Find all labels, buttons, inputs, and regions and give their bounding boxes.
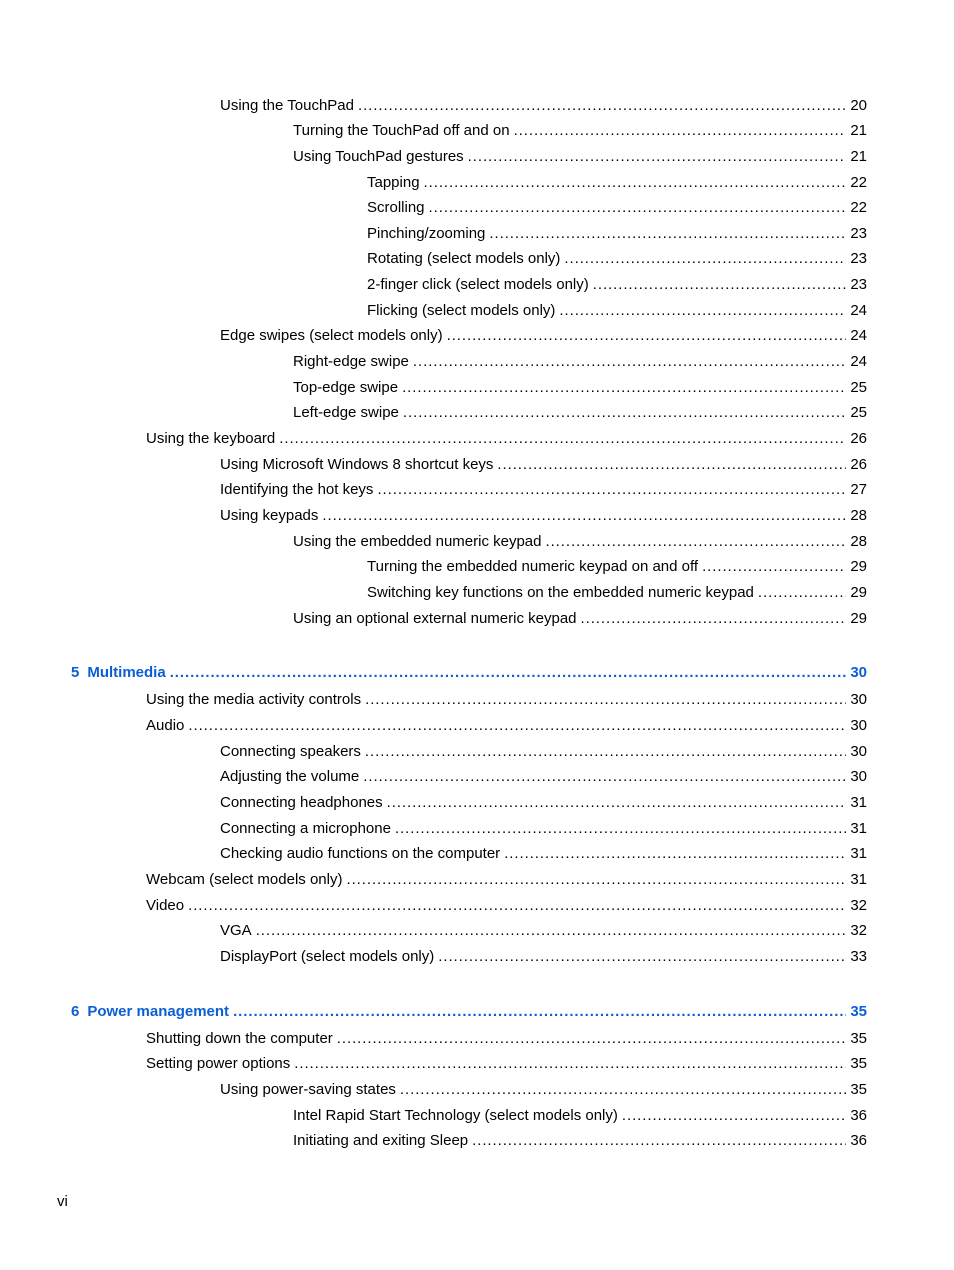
toc-entry-page: 24	[850, 327, 867, 344]
dot-leader	[468, 148, 847, 166]
dot-leader	[346, 871, 846, 889]
toc-entry-title: Flicking (select models only)	[367, 302, 556, 319]
dot-leader	[564, 250, 846, 268]
toc-entry-title: VGA	[220, 922, 252, 939]
toc-entry-title: Tapping	[367, 174, 420, 191]
toc-entry-title: Using the keyboard	[146, 430, 276, 447]
toc-entry-page: 35	[850, 1081, 867, 1098]
toc-entry-connecting-speakers[interactable]	[220, 743, 867, 761]
toc-entry-title: Left-edge swipe	[293, 404, 399, 421]
toc-entry-page: 30	[850, 717, 867, 734]
toc-entry-adjusting-volume[interactable]	[220, 768, 867, 786]
toc-entry-edge-swipes[interactable]	[220, 327, 867, 345]
toc-entry-2-finger-click[interactable]	[367, 276, 867, 294]
dot-leader	[363, 768, 846, 786]
toc-entry-audio[interactable]	[146, 717, 867, 735]
dot-leader	[170, 664, 847, 682]
toc-entry-title: Using TouchPad gestures	[293, 148, 464, 165]
toc-entry-title: Switching key functions on the embedded numeric keypad	[367, 584, 754, 601]
toc-entry-rotating[interactable]	[367, 250, 867, 268]
toc-entry-title: Shutting down the computer	[146, 1030, 333, 1047]
dot-leader	[400, 1081, 846, 1099]
toc-entry-page: 22	[850, 199, 867, 216]
toc-entry-page: 22	[850, 174, 867, 191]
toc-entry-tapping[interactable]	[367, 174, 867, 192]
toc-entry-title: Initiating and exiting Sleep	[293, 1132, 469, 1149]
toc-entry-title: Multimedia	[87, 664, 166, 681]
dot-leader	[497, 456, 846, 474]
toc-entry-right-edge-swipe[interactable]	[293, 353, 867, 371]
toc-entry-top-edge-swipe[interactable]	[293, 379, 867, 397]
toc-entry-page: 26	[850, 456, 867, 473]
chapter-number: 5	[71, 664, 80, 681]
dot-leader	[424, 174, 847, 192]
toc-entry-page: 35	[850, 1030, 867, 1047]
dot-leader	[377, 481, 846, 499]
toc-entry-media-activity-controls[interactable]	[146, 691, 867, 709]
toc-entry-title: Audio	[146, 717, 185, 734]
dot-leader	[279, 430, 846, 448]
toc-entry-page: 33	[850, 948, 867, 965]
toc-entry-page: 24	[850, 353, 867, 370]
toc-entry-checking-audio-functions[interactable]	[220, 845, 867, 863]
dot-leader	[294, 1055, 846, 1073]
toc-entry-title: Webcam (select models only)	[146, 871, 343, 888]
toc-entry-page: 25	[850, 404, 867, 421]
toc-entry-page: 32	[850, 897, 867, 914]
toc-entry-page: 23	[850, 225, 867, 242]
toc-entry-shutting-down[interactable]	[146, 1030, 867, 1048]
dot-leader	[365, 691, 846, 709]
toc-entry-embedded-numeric-keypad[interactable]	[293, 533, 867, 551]
toc-entry-video[interactable]	[146, 897, 867, 915]
toc-entry-left-edge-swipe[interactable]	[293, 404, 867, 422]
toc-entry-title: Connecting headphones	[220, 794, 383, 811]
toc-entry-connecting-headphones[interactable]	[220, 794, 867, 812]
toc-entry-page: 28	[850, 507, 867, 524]
toc-entry-page: 30	[850, 743, 867, 760]
chapter-number: 6	[71, 1003, 80, 1020]
toc-entry-title: Adjusting the volume	[220, 768, 360, 785]
toc-entry-title: Using keypads	[220, 507, 319, 524]
toc-entry-vga[interactable]	[220, 922, 867, 940]
toc-entry-switching-key-functions[interactable]	[367, 584, 867, 602]
toc-entry-title: Power management	[87, 1003, 230, 1020]
toc-entry-external-numeric-keypad[interactable]	[293, 610, 867, 628]
dot-leader	[514, 122, 847, 140]
dot-leader	[593, 276, 847, 294]
toc-entry-webcam[interactable]	[146, 871, 867, 889]
dot-leader	[387, 794, 847, 812]
toc-entry-page: 25	[850, 379, 867, 396]
dot-leader	[188, 897, 846, 915]
toc-entry-page: 24	[850, 302, 867, 319]
toc-entry-page: 23	[850, 276, 867, 293]
dot-leader	[256, 922, 847, 940]
toc-entry-title: Using power-saving states	[220, 1081, 396, 1098]
toc-entry-title: Using the embedded numeric keypad	[293, 533, 542, 550]
toc-entry-title: Turning the embedded numeric keypad on and off	[367, 558, 699, 575]
toc-entry-page: 36	[850, 1132, 867, 1149]
dot-leader	[447, 327, 847, 345]
toc-entry-title: Right-edge swipe	[293, 353, 409, 370]
toc-entry-power-saving-states[interactable]	[220, 1081, 867, 1099]
toc-entry-page: 30	[850, 691, 867, 708]
toc-entry-page: 35	[850, 1055, 867, 1072]
toc-entry-page: 26	[850, 430, 867, 447]
toc-entry-intel-rapid-start[interactable]	[293, 1107, 867, 1125]
toc-entry-connecting-microphone[interactable]	[220, 820, 867, 838]
dot-leader	[403, 404, 846, 422]
toc-entry-title: Checking audio functions on the computer	[220, 845, 501, 862]
toc-entry-title: Using the media activity controls	[146, 691, 362, 708]
toc-entry-setting-power-options[interactable]	[146, 1055, 867, 1073]
dot-leader	[758, 584, 846, 602]
toc-entry-page: 21	[850, 122, 867, 139]
toc-entry-title: Using Microsoft Windows 8 shortcut keys	[220, 456, 494, 473]
toc-entry-page: 31	[850, 794, 867, 811]
toc-entry-identifying-hot-keys[interactable]	[220, 481, 867, 499]
toc-entry-title: DisplayPort (select models only)	[220, 948, 435, 965]
toc-entry-page: 31	[850, 820, 867, 837]
toc-entry-title: Connecting a microphone	[220, 820, 391, 837]
toc-entry-title: Video	[146, 897, 185, 914]
toc-entry-flicking[interactable]	[367, 302, 867, 320]
toc-entry-title: Connecting speakers	[220, 743, 361, 760]
toc-entry-title: Scrolling	[367, 199, 425, 216]
toc-entry-page: 35	[850, 1003, 867, 1020]
toc-entry-using-keypads[interactable]	[220, 507, 867, 525]
toc-entry-page: 28	[850, 533, 867, 550]
toc-entry-windows-8-shortcut-keys[interactable]	[220, 456, 867, 474]
toc-entry-using-the-touchpad[interactable]	[220, 97, 867, 115]
toc-entry-page: 30	[850, 768, 867, 785]
toc-entry-page: 32	[850, 922, 867, 939]
dot-leader	[322, 507, 846, 525]
toc-entry-title: Using the TouchPad	[220, 97, 354, 114]
dot-leader	[365, 743, 846, 761]
toc-entry-page: 29	[850, 558, 867, 575]
toc-entry-using-the-keyboard[interactable]	[146, 430, 867, 448]
toc-entry-page: 31	[850, 845, 867, 862]
dot-leader	[472, 1132, 846, 1150]
dot-leader	[559, 302, 846, 320]
toc-entry-turning-touchpad-off-on[interactable]	[293, 122, 867, 140]
toc-entry-title: Rotating (select models only)	[367, 250, 561, 267]
toc-entry-title: Top-edge swipe	[293, 379, 399, 396]
toc-entry-title: Identifying the hot keys	[220, 481, 374, 498]
toc-entry-page: 21	[850, 148, 867, 165]
toc-entry-page: 30	[850, 664, 867, 681]
dot-leader	[504, 845, 846, 863]
toc-chapter-power-management[interactable]	[71, 1003, 867, 1021]
dot-leader	[413, 353, 846, 371]
dot-leader	[188, 717, 846, 735]
dot-leader	[233, 1003, 846, 1021]
toc-entry-scrolling[interactable]	[367, 199, 867, 217]
toc-entry-page: 31	[850, 871, 867, 888]
toc-entry-page: 20	[850, 97, 867, 114]
dot-leader	[489, 225, 846, 243]
toc-entry-title: Pinching/zooming	[367, 225, 486, 242]
dot-leader	[581, 610, 847, 628]
dot-leader	[702, 558, 846, 576]
toc-entry-initiating-exiting-sleep[interactable]	[293, 1132, 867, 1150]
toc-entry-title: Setting power options	[146, 1055, 291, 1072]
dot-leader	[337, 1030, 847, 1048]
dot-leader	[402, 379, 846, 397]
toc-entry-page: 29	[850, 610, 867, 627]
dot-leader	[622, 1107, 846, 1125]
toc-entry-title: Turning the TouchPad off and on	[293, 122, 510, 139]
dot-leader	[395, 820, 846, 838]
toc-entry-page: 27	[850, 481, 867, 498]
toc-entry-pinching-zooming[interactable]	[367, 225, 867, 243]
toc-entry-title: Edge swipes (select models only)	[220, 327, 443, 344]
toc-entry-touchpad-gestures[interactable]	[293, 148, 867, 166]
toc-entry-page: 36	[850, 1107, 867, 1124]
dot-leader	[358, 97, 846, 115]
dot-leader	[545, 533, 846, 551]
toc-entry-title: Using an optional external numeric keypad	[293, 610, 577, 627]
toc-entry-title: Intel Rapid Start Technology (select models only)	[293, 1107, 618, 1124]
toc-entry-page: 23	[850, 250, 867, 267]
toc-chapter-multimedia[interactable]	[71, 664, 867, 682]
toc-entry-page: 29	[850, 584, 867, 601]
toc-entry-turning-keypad-on-off[interactable]	[367, 558, 867, 576]
footer-page-number: vi	[57, 1193, 68, 1210]
toc-entry-title: 2-finger click (select models only)	[367, 276, 589, 293]
dot-leader	[438, 948, 846, 966]
dot-leader	[429, 199, 847, 217]
toc-entry-displayport[interactable]	[220, 948, 867, 966]
